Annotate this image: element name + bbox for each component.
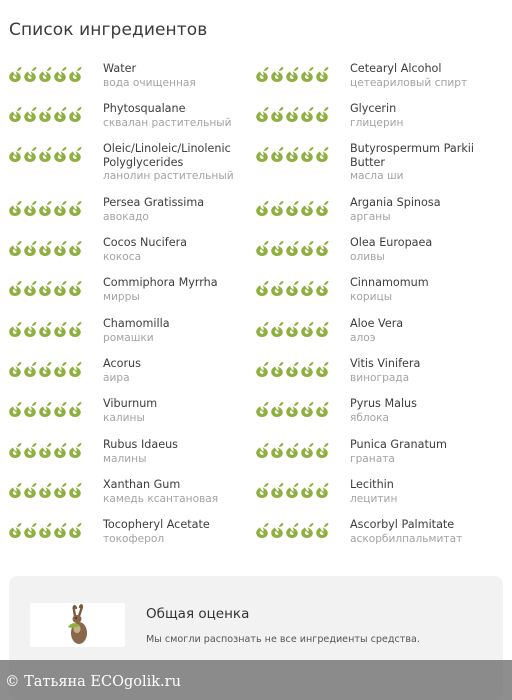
leaf-drop-icon	[300, 401, 314, 418]
ingredient-text	[350, 478, 505, 506]
leaf-drop-icon	[315, 106, 329, 123]
leaf-drop-icon	[53, 401, 67, 418]
leaf-drop-icon	[8, 240, 22, 257]
ingredient-item[interactable]	[255, 438, 505, 478]
ingredient-item[interactable]	[255, 236, 505, 276]
leaf-drop-icon	[23, 522, 37, 539]
leaf-drop-icon	[255, 361, 269, 378]
ingredient-name[interactable]: Ascorbyl Palmitate	[350, 518, 455, 531]
leaf-drop-icon	[300, 321, 314, 338]
ingredient-text	[350, 397, 505, 425]
leaf-drop-icon	[53, 321, 67, 338]
leaf-drop-icon	[8, 106, 22, 123]
leaf-drop-icon	[255, 482, 269, 499]
leaf-drop-icon	[315, 280, 329, 297]
ingredient-item[interactable]	[8, 142, 258, 182]
summary-thumbnail	[30, 603, 125, 647]
leaf-drop-icon	[300, 66, 314, 83]
ingredient-rating	[8, 146, 82, 163]
ingredient-rating	[255, 200, 329, 217]
ingredient-rating	[8, 200, 82, 217]
ingredient-item[interactable]	[8, 518, 258, 558]
ingredient-rating	[255, 442, 329, 459]
leaf-drop-icon	[68, 240, 82, 257]
ingredient-text	[103, 397, 258, 425]
ingredient-item[interactable]	[8, 317, 258, 357]
ingredient-text	[350, 276, 505, 304]
leaf-drop-icon	[38, 321, 52, 338]
ingredient-rating	[255, 106, 329, 123]
leaf-drop-icon	[315, 321, 329, 338]
leaf-drop-icon	[53, 146, 67, 163]
leaf-drop-icon	[270, 66, 284, 83]
leaf-drop-icon	[23, 280, 37, 297]
ingredient-item[interactable]	[255, 102, 505, 142]
ingredient-name[interactable]: Acorus	[103, 357, 141, 370]
ingredient-name[interactable]: Olea Europaea	[350, 236, 433, 249]
ingredient-item[interactable]	[8, 478, 258, 518]
leaf-drop-icon	[285, 522, 299, 539]
ingredient-description: токоферол	[103, 532, 165, 545]
leaf-drop-icon	[68, 442, 82, 459]
leaf-drop-icon	[38, 66, 52, 83]
leaf-drop-icon	[23, 361, 37, 378]
ingredient-text	[350, 357, 505, 385]
ingredient-rating	[255, 361, 329, 378]
ingredient-text	[350, 142, 505, 183]
ingredient-description: сквалан растительный	[103, 116, 232, 129]
ingredient-description: яблока	[350, 411, 390, 424]
leaf-drop-icon	[53, 106, 67, 123]
leaf-drop-icon	[68, 321, 82, 338]
summary-title: Общая оценка	[146, 606, 250, 622]
ingredient-rating	[8, 321, 82, 338]
ingredient-item[interactable]	[8, 357, 258, 397]
ingredient-name[interactable]: Aloe Vera	[350, 317, 404, 330]
ingredient-item[interactable]	[255, 317, 505, 357]
rabbit-icon	[30, 603, 125, 647]
leaf-drop-icon	[68, 401, 82, 418]
ingredient-name[interactable]: Tocopheryl Acetate	[103, 518, 210, 531]
leaf-drop-icon	[8, 200, 22, 217]
leaf-drop-icon	[8, 401, 22, 418]
ingredient-name[interactable]: Chamomilla	[103, 317, 170, 330]
ingredient-rating	[255, 146, 329, 163]
ingredient-name[interactable]: Rubus Idaeus	[103, 438, 178, 451]
leaf-drop-icon	[38, 522, 52, 539]
leaf-drop-icon	[285, 200, 299, 217]
leaf-drop-icon	[38, 361, 52, 378]
ingredient-rating	[8, 442, 82, 459]
leaf-drop-icon	[23, 146, 37, 163]
ingredient-rating	[8, 522, 82, 539]
leaf-drop-icon	[8, 482, 22, 499]
leaf-drop-icon	[53, 280, 67, 297]
ingredient-description: аира	[103, 371, 130, 384]
leaf-drop-icon	[53, 482, 67, 499]
ingredient-rating	[255, 280, 329, 297]
ingredient-description: ромашки	[103, 331, 154, 344]
leaf-drop-icon	[68, 66, 82, 83]
ingredient-item[interactable]	[8, 62, 258, 102]
ingredient-rating	[255, 240, 329, 257]
ingredient-rating	[255, 482, 329, 499]
leaf-drop-icon	[8, 442, 22, 459]
leaf-drop-icon	[300, 442, 314, 459]
leaf-drop-icon	[68, 106, 82, 123]
leaf-drop-icon	[270, 361, 284, 378]
ingredient-description: аскорбилпальмитат	[350, 532, 463, 545]
leaf-drop-icon	[285, 361, 299, 378]
page-title: Список ингредиентов	[9, 20, 208, 40]
leaf-drop-icon	[255, 321, 269, 338]
ingredient-description: ланолин растительный	[103, 170, 234, 182]
leaf-drop-icon	[270, 522, 284, 539]
ingredient-text	[103, 196, 258, 224]
ingredient-text	[350, 317, 505, 345]
ingredient-description: калины	[103, 411, 145, 424]
ingredient-text	[350, 62, 505, 90]
leaf-drop-icon	[53, 200, 67, 217]
leaf-drop-icon	[255, 280, 269, 297]
leaf-drop-icon	[53, 522, 67, 539]
leaf-drop-icon	[300, 522, 314, 539]
leaf-drop-icon	[300, 482, 314, 499]
ingredient-name[interactable]: Cinnamomum	[350, 276, 429, 289]
ingredient-text	[350, 102, 505, 130]
leaf-drop-icon	[23, 66, 37, 83]
ingredient-name[interactable]: Cetearyl Alcohol	[350, 62, 442, 75]
ingredient-name[interactable]: Cocos Nucifera	[103, 236, 188, 249]
leaf-drop-icon	[255, 522, 269, 539]
ingredient-description: мирры	[103, 290, 140, 303]
ingredient-text	[350, 236, 505, 264]
ingredient-text	[350, 438, 505, 466]
leaf-drop-icon	[23, 200, 37, 217]
ingredient-text	[103, 276, 258, 304]
ingredient-item[interactable]	[8, 102, 258, 142]
ingredient-rating	[8, 280, 82, 297]
leaf-drop-icon	[53, 240, 67, 257]
leaf-drop-icon	[23, 442, 37, 459]
ingredient-item[interactable]	[255, 62, 505, 102]
ingredient-rating	[8, 482, 82, 499]
ingredient-description: оливы	[350, 250, 385, 263]
leaf-drop-icon	[68, 361, 82, 378]
leaf-drop-icon	[315, 146, 329, 163]
leaf-drop-icon	[8, 146, 22, 163]
ingredient-text	[103, 438, 258, 466]
leaf-drop-icon	[270, 280, 284, 297]
leaf-drop-icon	[38, 442, 52, 459]
ingredient-description: масла ши	[350, 170, 404, 182]
ingredient-name[interactable]: Viburnum	[103, 397, 158, 410]
leaf-drop-icon	[300, 146, 314, 163]
ingredient-item[interactable]	[255, 276, 505, 316]
ingredient-name[interactable]: Commiphora Myrrha	[103, 276, 218, 289]
watermark-text: © Татьяна ECOgolik.ru	[5, 674, 181, 690]
ingredient-name[interactable]: Xanthan Gum	[103, 478, 181, 491]
ingredient-item[interactable]	[8, 276, 258, 316]
ingredient-item[interactable]	[255, 196, 505, 236]
leaf-drop-icon	[255, 200, 269, 217]
leaf-drop-icon	[8, 280, 22, 297]
ingredient-description: глицерин	[350, 116, 404, 129]
ingredient-description: вода очищенная	[103, 76, 196, 89]
leaf-drop-icon	[38, 401, 52, 418]
leaf-drop-icon	[270, 442, 284, 459]
ingredient-name[interactable]: Oleic/Linoleic/Linolenic Polyglycerides	[103, 142, 231, 169]
ingredient-rating	[8, 361, 82, 378]
leaf-drop-icon	[68, 522, 82, 539]
leaf-drop-icon	[285, 401, 299, 418]
leaf-drop-icon	[38, 200, 52, 217]
ingredient-text	[103, 142, 258, 183]
ingredient-name[interactable]: Water	[103, 62, 137, 75]
ingredient-item[interactable]	[8, 196, 258, 236]
leaf-drop-icon	[255, 240, 269, 257]
ingredient-description: цетеариловый спирт	[350, 76, 468, 89]
leaf-drop-icon	[255, 146, 269, 163]
ingredient-name[interactable]: Pyrus Malus	[350, 397, 417, 410]
leaf-drop-icon	[300, 361, 314, 378]
ingredient-description: авокадо	[103, 210, 149, 223]
leaf-drop-icon	[68, 200, 82, 217]
leaf-drop-icon	[315, 66, 329, 83]
leaf-drop-icon	[68, 280, 82, 297]
leaf-drop-icon	[255, 442, 269, 459]
leaf-drop-icon	[38, 146, 52, 163]
leaf-drop-icon	[270, 240, 284, 257]
ingredient-description: арганы	[350, 210, 391, 223]
leaf-drop-icon	[23, 321, 37, 338]
leaf-drop-icon	[23, 106, 37, 123]
ingredient-description: малины	[103, 452, 147, 465]
ingredient-name[interactable]: Argania Spinosa	[350, 196, 441, 209]
leaf-drop-icon	[53, 66, 67, 83]
summary-note: Мы смогли распознать не все ингредиенты средства.	[146, 634, 420, 645]
ingredient-item[interactable]	[255, 478, 505, 518]
ingredient-text	[103, 317, 258, 345]
leaf-drop-icon	[315, 482, 329, 499]
leaf-drop-icon	[38, 240, 52, 257]
ingredient-name[interactable]: Vitis Vinifera	[350, 357, 421, 370]
ingredient-text	[103, 357, 258, 385]
leaf-drop-icon	[315, 240, 329, 257]
leaf-drop-icon	[38, 482, 52, 499]
leaf-drop-icon	[270, 200, 284, 217]
leaf-drop-icon	[315, 200, 329, 217]
leaf-drop-icon	[315, 401, 329, 418]
ingredient-item[interactable]	[8, 397, 258, 437]
ingredient-name[interactable]: Persea Gratissima	[103, 196, 205, 209]
leaf-drop-icon	[23, 401, 37, 418]
leaf-drop-icon	[255, 66, 269, 83]
ingredient-description: граната	[350, 452, 395, 465]
ingredient-text	[350, 196, 505, 224]
leaf-drop-icon	[300, 106, 314, 123]
ingredient-rating	[255, 66, 329, 83]
leaf-drop-icon	[255, 106, 269, 123]
ingredient-rating	[255, 522, 329, 539]
leaf-drop-icon	[300, 200, 314, 217]
leaf-drop-icon	[285, 146, 299, 163]
leaf-drop-icon	[285, 321, 299, 338]
leaf-drop-icon	[255, 401, 269, 418]
leaf-drop-icon	[8, 66, 22, 83]
ingredient-item[interactable]	[255, 518, 505, 558]
leaf-drop-icon	[315, 361, 329, 378]
leaf-drop-icon	[8, 522, 22, 539]
leaf-drop-icon	[285, 280, 299, 297]
leaf-drop-icon	[270, 321, 284, 338]
leaf-drop-icon	[285, 482, 299, 499]
ingredient-description: алоэ	[350, 331, 376, 344]
ingredient-item[interactable]	[8, 438, 258, 478]
leaf-drop-icon	[53, 361, 67, 378]
ingredient-item[interactable]	[8, 236, 258, 276]
ingredient-text	[103, 102, 258, 130]
leaf-drop-icon	[315, 442, 329, 459]
leaf-drop-icon	[285, 66, 299, 83]
ingredient-description: кокоса	[103, 250, 142, 263]
leaf-drop-icon	[270, 146, 284, 163]
ingredient-rating	[255, 321, 329, 338]
ingredient-item[interactable]	[255, 142, 505, 182]
leaf-drop-icon	[285, 442, 299, 459]
ingredient-description: камедь ксантановая	[103, 492, 219, 505]
ingredient-text	[103, 236, 258, 264]
ingredient-rating	[255, 401, 329, 418]
leaf-drop-icon	[285, 106, 299, 123]
leaf-drop-icon	[8, 321, 22, 338]
leaf-drop-icon	[68, 482, 82, 499]
leaf-drop-icon	[68, 146, 82, 163]
leaf-drop-icon	[8, 361, 22, 378]
ingredient-name[interactable]: Glycerin	[350, 102, 397, 115]
leaf-drop-icon	[270, 401, 284, 418]
ingredient-description: винограда	[350, 371, 410, 384]
ingredient-text	[103, 62, 258, 90]
leaf-drop-icon	[270, 482, 284, 499]
ingredient-rating	[8, 240, 82, 257]
leaf-drop-icon	[285, 240, 299, 257]
leaf-drop-icon	[315, 522, 329, 539]
leaf-drop-icon	[300, 280, 314, 297]
ingredient-rating	[8, 401, 82, 418]
ingredient-rating	[8, 66, 82, 83]
ingredient-name[interactable]: Butyrospermum Parkii Butter	[350, 142, 475, 169]
leaf-drop-icon	[38, 280, 52, 297]
ingredient-item[interactable]	[255, 357, 505, 397]
leaf-drop-icon	[23, 482, 37, 499]
ingredient-rating	[8, 106, 82, 123]
ingredient-name[interactable]: Punica Granatum	[350, 438, 447, 451]
ingredient-description: корицы	[350, 290, 393, 303]
ingredient-name[interactable]: Lecithin	[350, 478, 394, 491]
ingredient-text	[103, 518, 258, 546]
watermark-bar	[0, 660, 512, 700]
leaf-drop-icon	[23, 240, 37, 257]
leaf-drop-icon	[300, 240, 314, 257]
leaf-drop-icon	[270, 106, 284, 123]
ingredient-text	[350, 518, 505, 546]
leaf-drop-icon	[38, 106, 52, 123]
ingredient-name[interactable]: Phytosqualane	[103, 102, 186, 115]
ingredient-item[interactable]	[255, 397, 505, 437]
ingredient-text	[103, 478, 258, 506]
leaf-drop-icon	[53, 442, 67, 459]
ingredient-description: лецитин	[350, 492, 398, 505]
